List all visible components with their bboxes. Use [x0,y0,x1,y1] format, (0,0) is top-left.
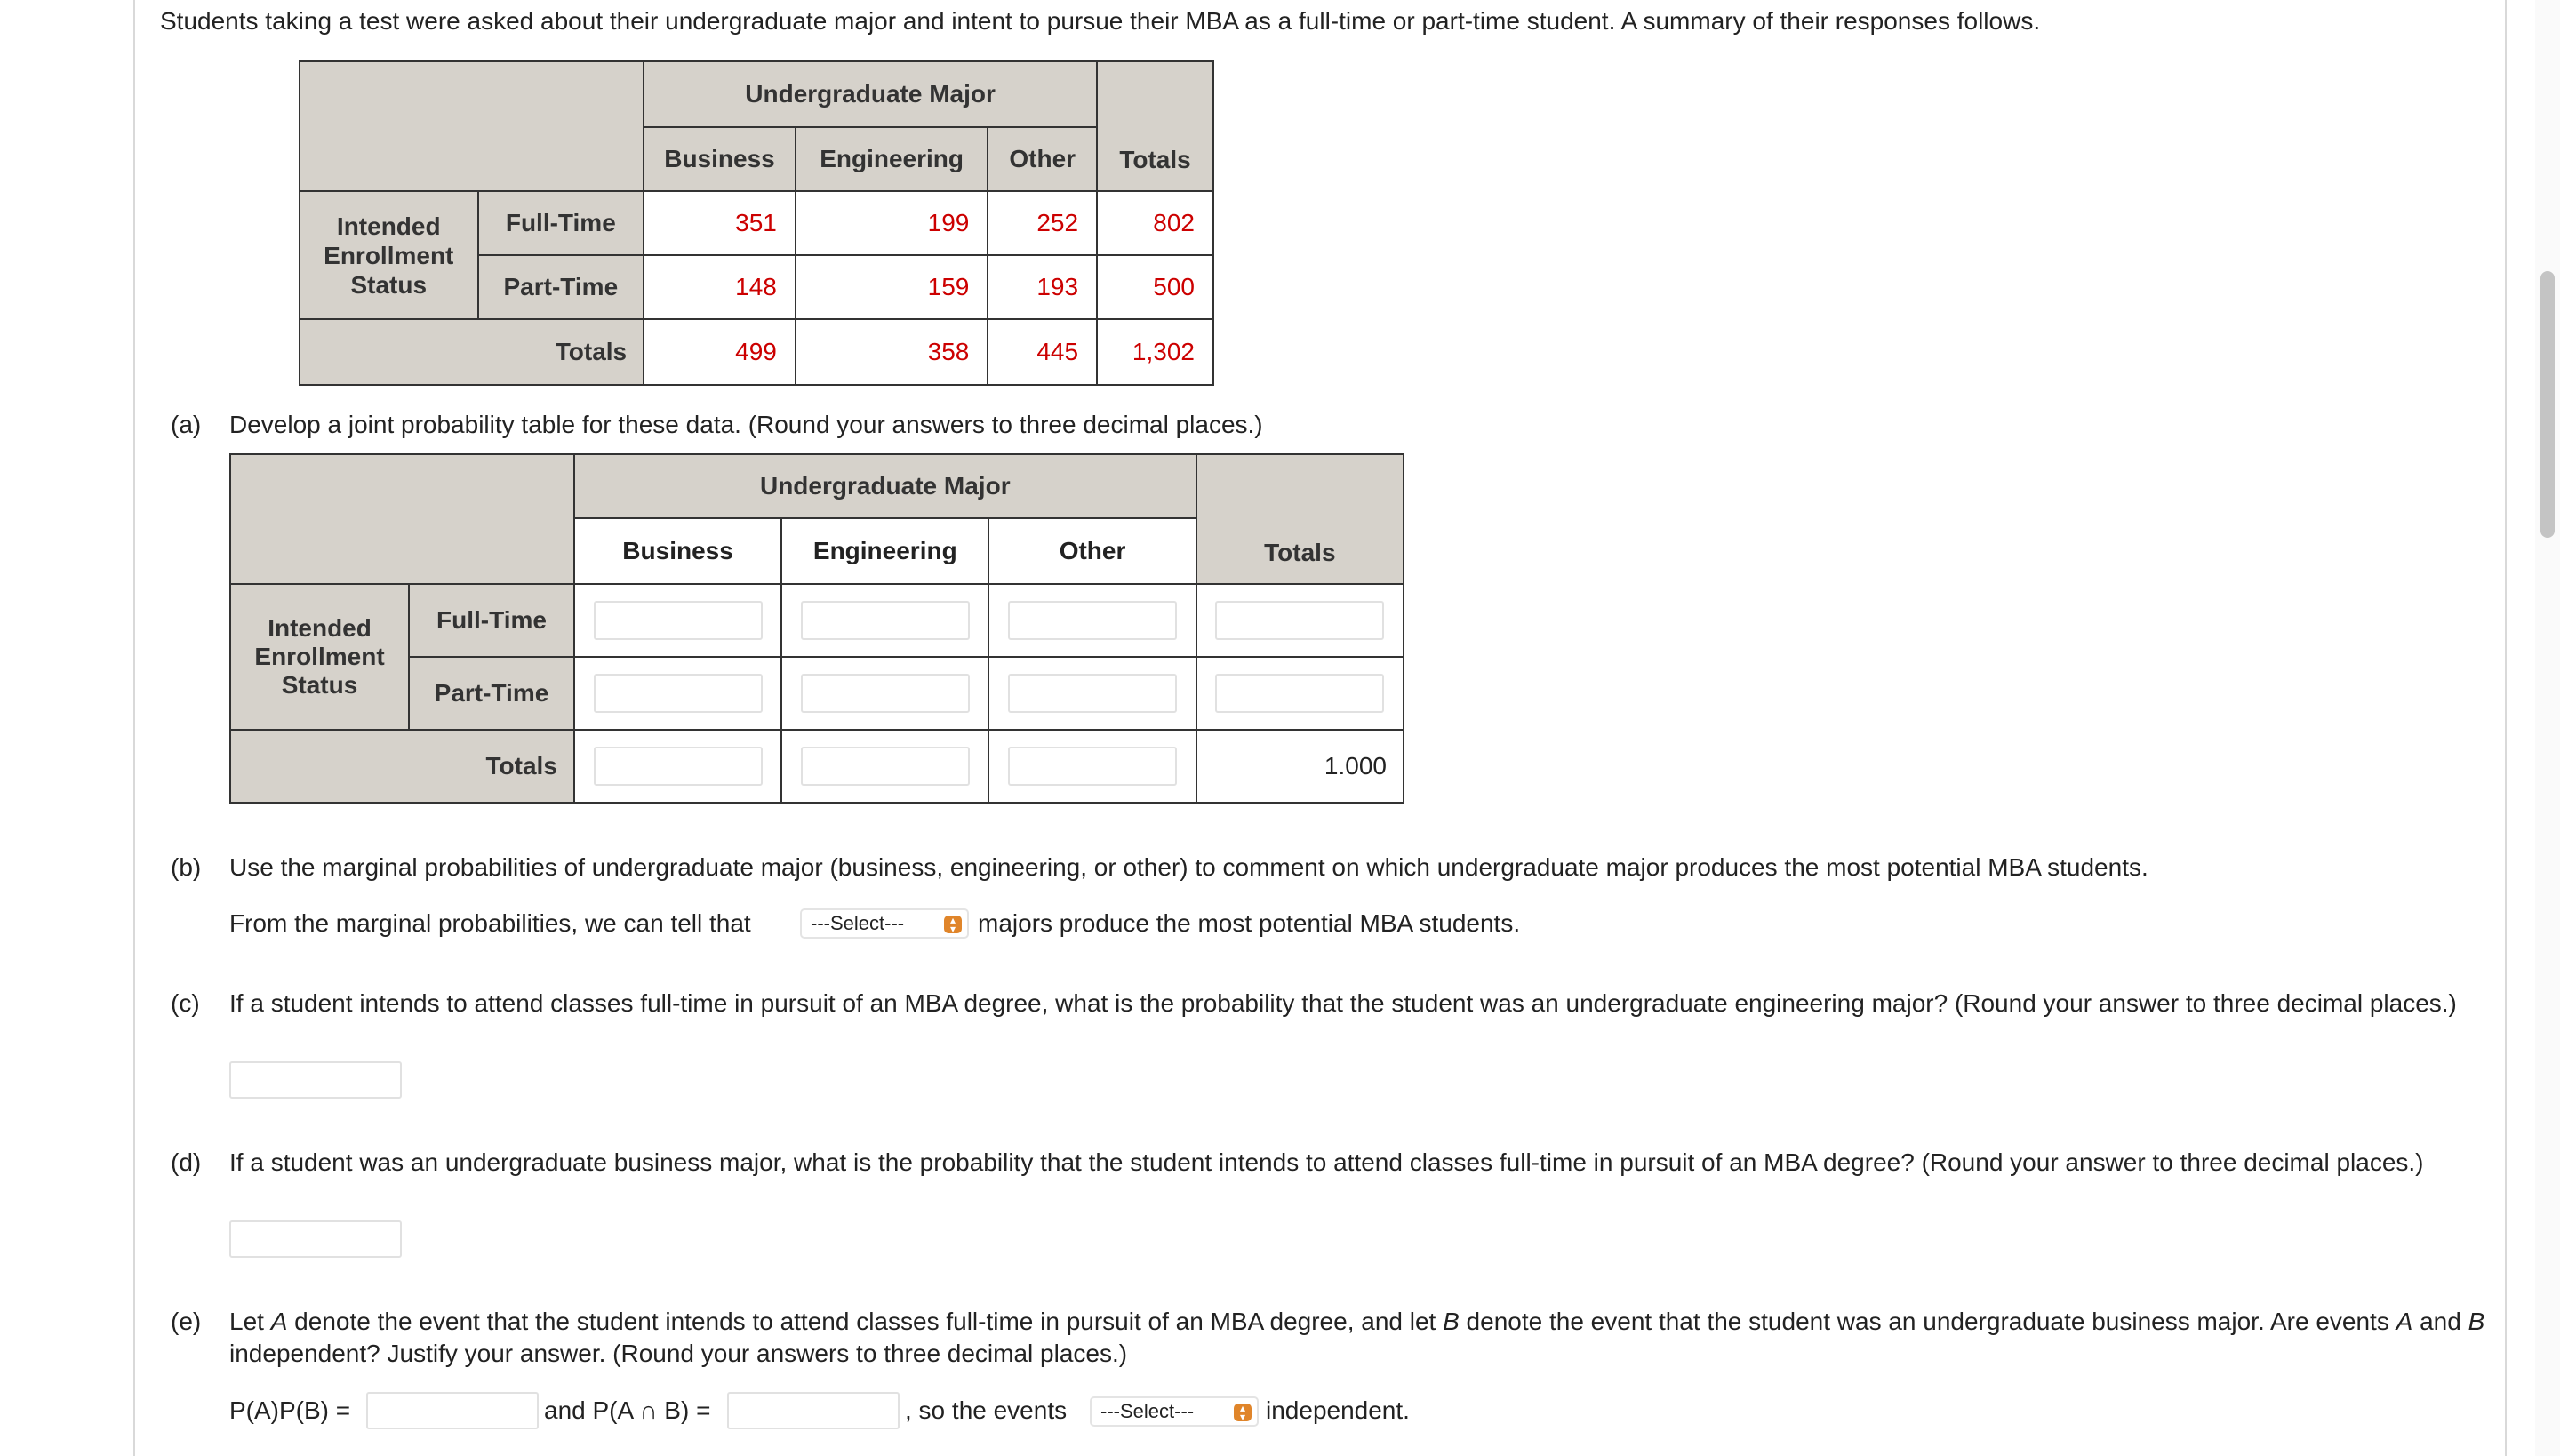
summary-row-fulltime: Full-Time [478,191,644,255]
joint-cell [781,584,988,657]
summary-col-other: Other [988,127,1097,191]
joint-grand-total: 1.000 [1196,730,1404,803]
part-e-marker: (e) [171,1308,202,1335]
joint-corner [230,454,574,584]
part-c-text: If a student intends to attend classes full-time in pursuit of an MBA degree, what is the probability that the student was an undergraduate engineering major? (Round your answer to three decimal places.) [229,989,2457,1017]
part-e-text-2: denote the event that the student intends to attend classes full-time in pursuit of an MBA degree, and let [287,1308,1444,1335]
part-e-var-a: A [270,1308,288,1335]
joint-cell [1196,584,1404,657]
joint-cell [988,584,1196,657]
joint-cell [574,657,781,730]
summary-col-engineering: Engineering [796,127,988,191]
joint-row-fulltime: Full-Time [409,584,574,657]
joint-col-engineering: Engineering [781,518,988,584]
joint-cell [781,730,988,803]
part-b-marker: (b) [171,853,202,881]
joint-cell [1196,657,1404,730]
part-e-select[interactable] [1090,1396,1259,1427]
part-e-text-5: independent? Justify your answer. (Round your answers to three decimal places.) [229,1340,1128,1367]
summary-row-group: Intended Enrollment Status [300,191,478,319]
joint-input-fulltime-other[interactable] [1008,601,1177,640]
part-e-select-value: ---Select--- [1100,1400,1195,1422]
summary-cell: 802 [1097,191,1213,255]
summary-cell: 351 [644,191,796,255]
part-c-marker: (c) [171,989,200,1017]
joint-cell [781,657,988,730]
part-e-and-label: and P(A ∩ B) = [544,1396,711,1424]
summary-cell: 499 [644,319,796,385]
summary-cell: 500 [1097,255,1213,319]
joint-cell [574,730,781,803]
joint-input-totals-other[interactable] [1008,747,1177,786]
part-d-answer-input[interactable] [229,1220,402,1258]
summary-cell: 252 [988,191,1097,255]
summary-cell: 199 [796,191,988,255]
summary-corner [300,61,644,191]
joint-row-group: Intended Enrollment Status [230,584,409,730]
joint-input-parttime-business[interactable] [594,674,763,713]
part-c-answer-input[interactable] [229,1061,402,1099]
joint-cell [988,657,1196,730]
part-e-so-label: , so the events [905,1396,1068,1424]
summary-row-parttime: Part-Time [478,255,644,319]
part-a-marker: (a) [171,411,202,438]
joint-input-totals-engineering[interactable] [801,747,970,786]
part-e-text [229,1306,2487,1370]
summary-cell: 1,302 [1097,319,1213,385]
summary-row-totals: Totals [300,319,644,385]
part-b-select[interactable] [800,908,969,939]
part-d-text: If a student was an undergraduate business major, what is the probability that the student intends to attend classes full-time in pursuit of an MBA degree? (Round your answer to three decimal places.) [229,1148,2424,1176]
summary-table [299,60,1214,386]
summary-cell: 148 [644,255,796,319]
part-e-var-a2: A [2396,1308,2413,1335]
part-d-marker: (d) [171,1148,202,1176]
summary-col-business: Business [644,127,796,191]
joint-row-parttime: Part-Time [409,657,574,730]
summary-cell: 358 [796,319,988,385]
joint-input-fulltime-business[interactable] [594,601,763,640]
scrollbar[interactable] [2535,0,2560,1456]
joint-col-totals: Totals [1196,454,1404,584]
scroll-thumb[interactable] [2540,271,2555,538]
part-e-text-1: Let [229,1308,271,1335]
joint-cell [574,584,781,657]
joint-input-fulltime-engineering[interactable] [801,601,970,640]
part-e-var-b2: B [2468,1308,2485,1335]
part-e-text-4: and [2412,1308,2468,1335]
part-b-sentence-before: From the marginal probabilities, we can tell that [229,909,751,937]
part-b-select-value: ---Select--- [811,912,905,934]
joint-cell [988,730,1196,803]
part-b-sentence-after: majors produce the most potential MBA students. [978,909,1521,937]
select-arrows-icon: ▴ ▾ [1234,1404,1252,1421]
summary-cell: 445 [988,319,1097,385]
joint-input-parttime-engineering[interactable] [801,674,970,713]
summary-major-header: Undergraduate Major [644,61,1097,127]
joint-row-totals: Totals [230,730,574,803]
joint-input-parttime-totals[interactable] [1215,674,1384,713]
summary-cell: 193 [988,255,1097,319]
joint-col-business: Business [574,518,781,584]
joint-input-parttime-other[interactable] [1008,674,1177,713]
joint-input-fulltime-totals[interactable] [1215,601,1384,640]
joint-major-header: Undergraduate Major [574,454,1196,518]
part-e-pab-label: P(A)P(B) = [229,1396,351,1424]
intro-text: Students taking a test were asked about their undergraduate major and intent to pursue their MBA as a full-time or part-time student. A summary of their responses follows. [160,7,2041,35]
select-arrows-icon: ▴ ▾ [944,916,962,933]
part-e-tail: independent. [1266,1396,1410,1424]
part-e-var-b: B [1443,1308,1460,1335]
part-e-pintersect-input[interactable] [727,1392,900,1429]
joint-input-totals-business[interactable] [594,747,763,786]
summary-col-totals: Totals [1097,61,1213,191]
part-b-text: Use the marginal probabilities of undergraduate major (business, engineering, or other) to comment on which undergraduate major produces the most potential MBA students. [229,853,2148,881]
part-e-pab-input[interactable] [366,1392,539,1429]
summary-cell: 159 [796,255,988,319]
part-a-text: Develop a joint probability table for these data. (Round your answers to three decimal places.) [229,411,1263,438]
joint-probability-table [229,453,1404,804]
part-e-text-3: denote the event that the student was an undergraduate business major. Are events [1459,1308,2396,1335]
joint-col-other: Other [988,518,1196,584]
